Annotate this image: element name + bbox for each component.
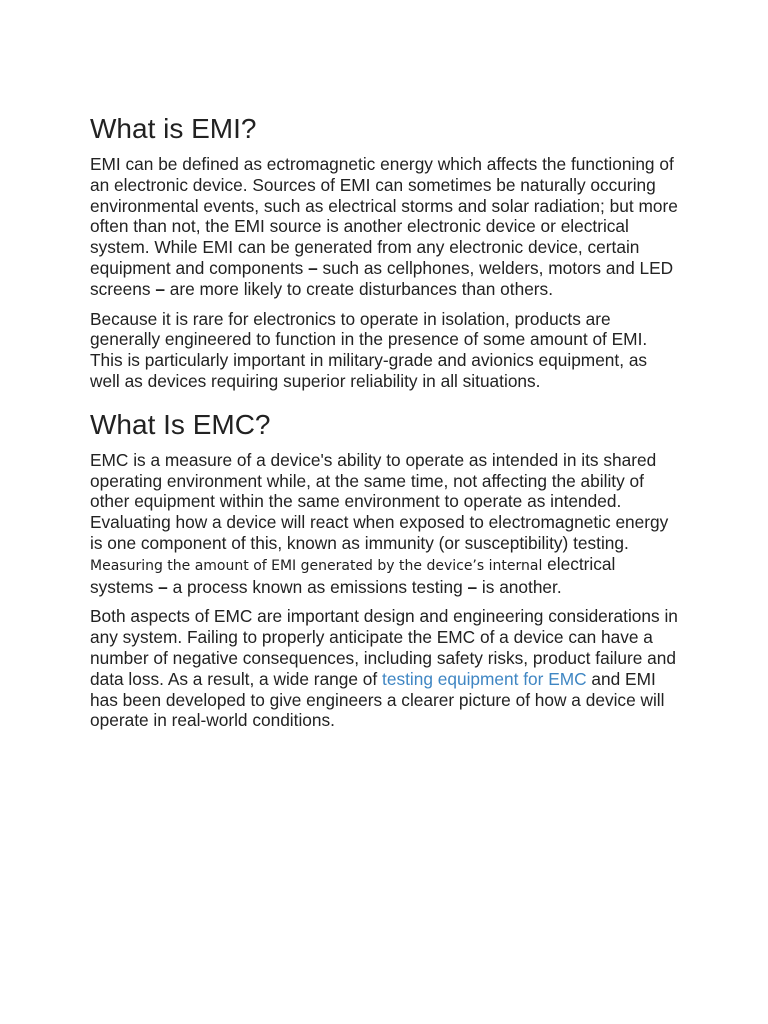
emi-paragraph-1 xyxy=(90,154,678,300)
heading-what-is-emi: What is EMI? xyxy=(90,113,257,144)
emc-p1-dash-1: – xyxy=(158,576,168,597)
emc-p1-emphasis: Measuring the amount of EMI generated by the device’s internal xyxy=(90,557,543,574)
heading-what-is-emc: What Is EMC? xyxy=(90,408,271,440)
emi-p1-text-a: EMI can be defined as ectromagnetic energy which affects the functioning of an electronic device. Sources of EMI can sometimes be naturally occuring environmental events, such as electrical storms and solar radiation; but more often than not, the EMI source is another electronic device or electrical system. While EMI can be generated from any electronic device, certain equipment and components xyxy=(90,154,678,278)
emc-p1-text-a: EMC is a measure of a device's ability to operate as intended in its shared operating environment while, at the same time, not affecting the ability of other equipment within the same environment to operate as intended. Evaluating how a device will react when exposed to electromagnetic energy is one component of this, known as immunity (or susceptibility) testing. xyxy=(90,449,669,553)
emi-p1-text-b: such as cellphones, welders, motors and LED screens xyxy=(90,257,674,299)
emc-paragraph-2 xyxy=(90,606,678,731)
emc-p1-text-b: electrical systems xyxy=(90,553,616,597)
emi-p1-dash-2: – xyxy=(155,278,165,299)
emc-p2-text-b: and EMI has been developed to give engineers a clearer picture of how a device will operate in real-world conditions. xyxy=(90,668,665,731)
emc-p1-dash-2: – xyxy=(467,576,478,597)
emc-p1-text-c: a process known as emissions testing xyxy=(167,576,468,597)
emi-p1-dash-1: – xyxy=(308,257,318,278)
emc-p2-text-a: Both aspects of EMC are important design and engineering considerations in any system. Failing to properly anticipate the EMC of a device can have a number of negative consequences, including safety risks, product failure and data loss. As a result, a wide range of xyxy=(90,606,678,689)
emc-p1-text-d: is another. xyxy=(477,576,562,597)
emc-paragraph-1 xyxy=(90,450,678,598)
testing-equipment-link[interactable]: testing equipment for EMC xyxy=(382,668,587,689)
emi-paragraph-2: Because it is rare for electronics to operate in isolation, products are generally engineered to function in the presence of some amount of EMI. This is particularly important in military-grade and avionics equipment, as well as devices requiring superior reliability in all situations. xyxy=(90,308,648,391)
emi-p1-text-c: are more likely to create disturbances than others. xyxy=(164,278,553,299)
